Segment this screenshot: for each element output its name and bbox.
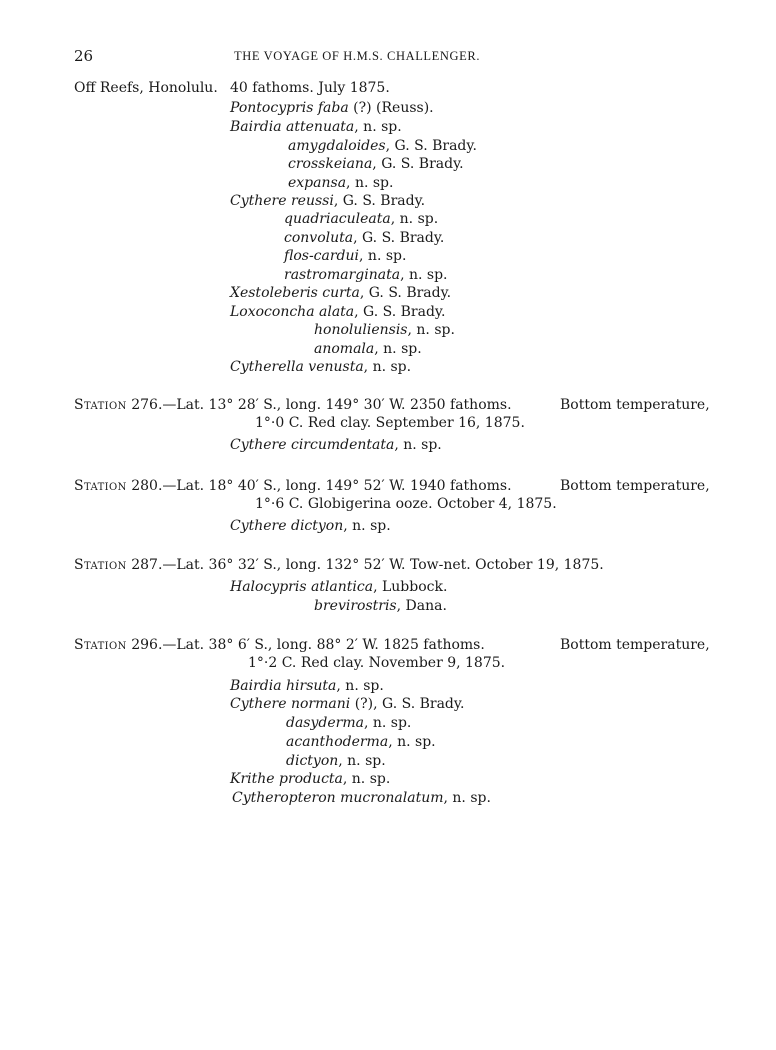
station-coordinates: 296.—Lat. 38° 6′ S., long. 88° 2′ W. 1825 fathoms. bbox=[126, 637, 485, 653]
species-entry bbox=[230, 677, 384, 695]
species-name: attenuata bbox=[281, 119, 355, 135]
species-entry bbox=[284, 247, 406, 265]
species-name: alata bbox=[314, 304, 355, 320]
species-name: curta bbox=[317, 285, 360, 301]
species-entry bbox=[286, 714, 411, 732]
species-entry bbox=[288, 155, 464, 173]
station-label: Station bbox=[74, 478, 127, 494]
species-entry bbox=[230, 578, 447, 596]
species-entry bbox=[230, 517, 391, 535]
authority: , G. S. Brady. bbox=[359, 285, 452, 301]
species-entry bbox=[230, 118, 402, 136]
species-name: flos-cardui bbox=[284, 248, 360, 264]
reefs-heading bbox=[74, 79, 218, 97]
station-conditions: 1°·0 C. Red clay. September 16, 1875. bbox=[255, 415, 525, 431]
authority: , n. sp. bbox=[363, 359, 412, 375]
species-entry bbox=[286, 752, 386, 770]
genus: Loxoconcha bbox=[230, 304, 315, 320]
species-name: mucronalatum bbox=[335, 790, 444, 806]
authority: , n. sp. bbox=[354, 119, 402, 135]
genus: Cythere bbox=[230, 437, 287, 453]
species-name: dictyon bbox=[286, 753, 339, 769]
authority: , n. sp. bbox=[374, 341, 422, 357]
authority: , n. sp. bbox=[388, 734, 436, 750]
authority: , G. S. Brady. bbox=[333, 193, 426, 209]
species-entry bbox=[230, 770, 390, 788]
station-heading bbox=[74, 477, 512, 495]
species-entry bbox=[230, 284, 451, 302]
station-label: Station bbox=[74, 397, 127, 413]
species-entry bbox=[284, 266, 447, 284]
species-name: producta bbox=[274, 771, 343, 787]
authority: , Lubbock. bbox=[373, 579, 448, 595]
species-name: brevirostris bbox=[314, 598, 397, 614]
species-entry bbox=[284, 229, 444, 247]
genus: Cythere bbox=[230, 193, 287, 209]
running-title: THE VOYAGE OF H.M.S. CHALLENGER. bbox=[234, 49, 481, 63]
authority: , n. sp. bbox=[394, 437, 442, 453]
genus: Bairdia bbox=[230, 678, 282, 694]
genus: Cytherella bbox=[230, 359, 304, 375]
station-conditions: 1°·2 C. Red clay. November 9, 1875. bbox=[248, 655, 506, 671]
reefs-locality: Off Reefs, Honolulu. bbox=[74, 80, 218, 96]
species-entry bbox=[288, 137, 477, 155]
species-entry bbox=[288, 174, 393, 192]
authority: , n. sp. bbox=[407, 322, 455, 338]
genus: Halocypris bbox=[230, 579, 307, 595]
authority: , n. sp. bbox=[443, 790, 491, 806]
species-name: atlantica bbox=[306, 579, 374, 595]
species-name: expansa bbox=[288, 175, 347, 191]
reefs-details: 40 fathoms. July 1875. bbox=[230, 80, 390, 96]
species-entry bbox=[230, 303, 445, 321]
species-name: circumdentata bbox=[286, 437, 395, 453]
genus: Xestoleberis bbox=[230, 285, 318, 301]
station-heading-tail: Bottom temperature, bbox=[560, 637, 710, 653]
station-coordinates: 287.—Lat. 36° 32′ S., long. 132° 52′ W. Tow-net. October 19, 1875. bbox=[126, 557, 604, 573]
authority: , n. sp. bbox=[400, 267, 448, 283]
genus: Krithe bbox=[230, 771, 275, 787]
station-heading bbox=[74, 556, 604, 574]
species-name: honoluliensis bbox=[314, 322, 408, 338]
station-label: Station bbox=[74, 637, 127, 653]
authority: , n. sp. bbox=[338, 753, 386, 769]
authority: , G. S. Brady. bbox=[353, 230, 445, 246]
species-name: venusta bbox=[303, 359, 364, 375]
species-entry bbox=[286, 733, 436, 751]
station-heading bbox=[74, 636, 485, 654]
species-name: faba bbox=[313, 100, 349, 116]
species-name: hirsuta bbox=[281, 678, 337, 694]
station-coordinates: 276.—Lat. 13° 28′ S., long. 149° 30′ W. 2350 fathoms. bbox=[126, 397, 512, 413]
authority: , n. sp. bbox=[363, 715, 412, 731]
species-entry bbox=[230, 695, 464, 713]
species-name: crosskeiana bbox=[288, 156, 373, 172]
species-entry bbox=[230, 436, 442, 454]
species-entry bbox=[230, 358, 411, 376]
authority: (?) (Reuss). bbox=[348, 100, 434, 116]
authority: , n. sp. bbox=[336, 678, 384, 694]
station-heading-tail: Bottom temperature, bbox=[560, 478, 710, 494]
authority: , n. sp. bbox=[343, 518, 391, 534]
authority: , n. sp. bbox=[342, 771, 391, 787]
species-entry bbox=[230, 192, 425, 210]
genus: Cythere bbox=[230, 696, 287, 712]
authority: , n. sp. bbox=[346, 175, 394, 191]
species-name: quadriaculeata bbox=[284, 211, 391, 227]
species-name: anomala bbox=[314, 341, 375, 357]
station-label: Station bbox=[74, 557, 127, 573]
station-heading bbox=[74, 396, 512, 414]
authority: , G. S. Brady. bbox=[385, 138, 477, 154]
authority: , Dana. bbox=[396, 598, 447, 614]
species-name: dasyderma bbox=[286, 715, 364, 731]
page-number: 26 bbox=[74, 47, 94, 65]
species-entry bbox=[314, 340, 422, 358]
authority: , n. sp. bbox=[359, 248, 407, 264]
authority: , G. S. Brady. bbox=[372, 156, 464, 172]
station-coordinates: 280.—Lat. 18° 40′ S., long. 149° 52′ W. 1940 fathoms. bbox=[126, 478, 512, 494]
species-name: rastromarginata bbox=[284, 267, 401, 283]
authority: , G. S. Brady. bbox=[354, 304, 446, 320]
species-name: acanthoderma bbox=[286, 734, 389, 750]
genus: Bairdia bbox=[230, 119, 282, 135]
authority: , n. sp. bbox=[390, 211, 439, 227]
species-entry bbox=[230, 99, 434, 117]
species-entry bbox=[314, 321, 455, 339]
species-name: dictyon bbox=[286, 518, 344, 534]
species-entry bbox=[314, 597, 447, 615]
species-name: amygdaloides bbox=[288, 138, 386, 154]
species-name: reussi bbox=[286, 193, 334, 209]
species-entry bbox=[284, 210, 438, 228]
species-name: normani bbox=[286, 696, 351, 712]
species-entry bbox=[232, 789, 491, 807]
station-conditions: 1°·6 C. Globigerina ooze. October 4, 1875. bbox=[255, 496, 557, 512]
genus: Cythere bbox=[230, 518, 287, 534]
genus: Pontocypris bbox=[230, 100, 314, 116]
station-heading-tail: Bottom temperature, bbox=[560, 397, 710, 413]
species-name: convoluta bbox=[284, 230, 354, 246]
genus: Cytheropteron bbox=[232, 790, 336, 806]
authority: (?), G. S. Brady. bbox=[350, 696, 465, 712]
